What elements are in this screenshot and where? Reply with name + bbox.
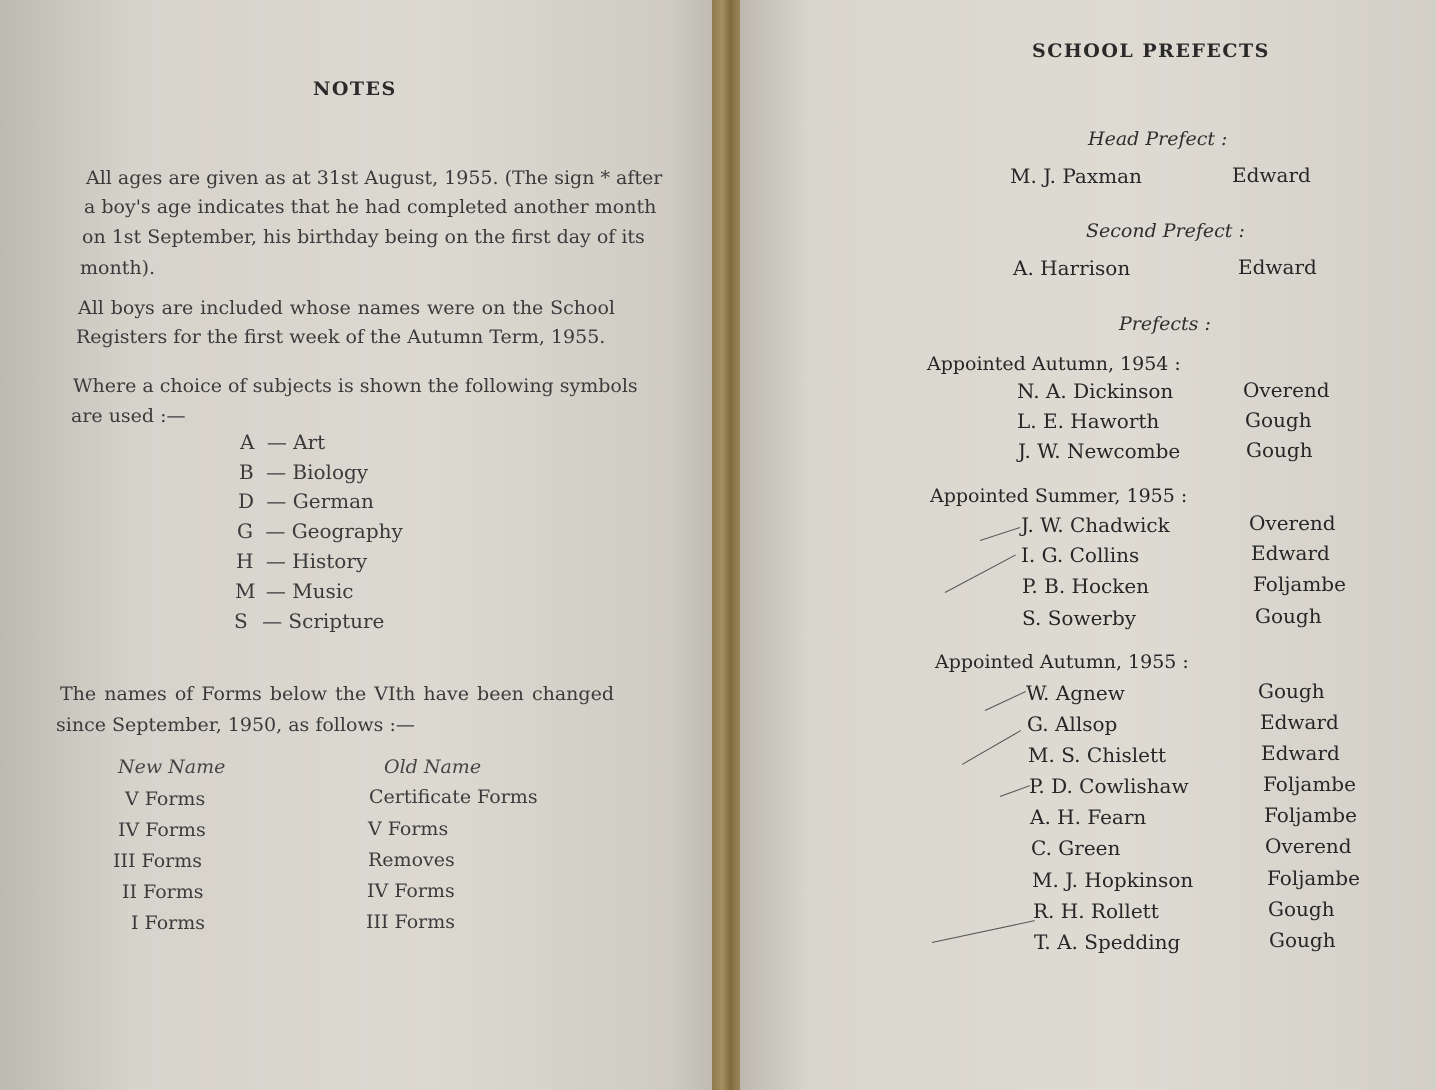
- paragraph-line: are used :—: [71, 405, 186, 427]
- table-cell-old: V Forms: [368, 818, 449, 840]
- prefect-house: Foljambe: [1253, 572, 1346, 596]
- prefect-name: L. E. Haworth: [1017, 409, 1160, 433]
- prefect-name: T. A. Spedding: [1034, 930, 1181, 954]
- new-name-header: New Name: [118, 756, 226, 778]
- group-label: Appointed Summer, 1955 :: [930, 485, 1188, 507]
- pencil-mark: [932, 920, 1035, 943]
- symbol-subject: — Music: [265, 579, 354, 603]
- table-cell-old: III Forms: [366, 911, 455, 933]
- symbol-item: [234, 609, 384, 633]
- symbol-subject: — Biology: [266, 460, 369, 484]
- table-cell-new: III Forms: [113, 850, 202, 872]
- symbol-subject: — Scripture: [262, 609, 385, 633]
- symbol-code: A: [240, 430, 255, 454]
- paragraph-line: Registers for the first week of the Autumn Term, 1955.: [76, 326, 606, 348]
- prefect-name: C. Green: [1031, 836, 1121, 860]
- prefect-house: Foljambe: [1267, 866, 1360, 890]
- prefect-house: Foljambe: [1263, 772, 1356, 796]
- symbol-code: H: [236, 549, 254, 573]
- symbol-subject: — Geography: [265, 519, 403, 543]
- head-prefect-label: Head Prefect :: [1088, 128, 1228, 150]
- paragraph-line: The names of Forms below the VIth have been changed: [60, 683, 614, 705]
- prefect-house: Overend: [1243, 378, 1330, 402]
- prefect-name: I. G. Collins: [1021, 543, 1140, 567]
- table-cell-old: Removes: [368, 849, 455, 871]
- paragraph-line: a boy's age indicates that he had completed another month: [84, 196, 657, 218]
- symbol-subject: — History: [265, 549, 368, 573]
- paragraph-line: month).: [80, 257, 156, 279]
- prefect-name: A. H. Fearn: [1030, 805, 1147, 829]
- paragraph-line: All boys are included whose names were on the School: [78, 297, 615, 319]
- table-cell-new: II Forms: [122, 881, 204, 903]
- group-label: Appointed Autumn, 1955 :: [935, 651, 1189, 673]
- prefect-house: Gough: [1255, 604, 1322, 628]
- table-cell-old: IV Forms: [367, 880, 455, 902]
- prefect-house: Gough: [1269, 928, 1336, 952]
- prefect-house: Edward: [1261, 741, 1340, 765]
- table-cell-old: Certificate Forms: [369, 786, 538, 808]
- prefect-house: Foljambe: [1264, 803, 1357, 827]
- prefects-label: Prefects :: [1119, 313, 1211, 335]
- paragraph-line: All ages are given as at 31st August, 1955. (The sign * after: [86, 167, 663, 189]
- right-page: [740, 0, 1436, 1090]
- pencil-mark: [985, 691, 1026, 711]
- paragraph-line: Where a choice of subjects is shown the following symbols: [73, 375, 638, 397]
- prefect-house: Overend: [1265, 834, 1352, 858]
- prefect-name: R. H. Rollett: [1033, 899, 1159, 923]
- old-name-header: Old Name: [384, 756, 482, 778]
- pencil-mark: [1000, 785, 1030, 797]
- symbol-code: D: [238, 489, 255, 513]
- group-label: Appointed Autumn, 1954 :: [927, 353, 1181, 375]
- head-prefect-name: M. J. Paxman: [1010, 164, 1142, 188]
- pencil-mark: [962, 730, 1021, 765]
- head-prefect-house: Edward: [1232, 163, 1311, 187]
- symbol-subject: — Art: [266, 430, 326, 454]
- second-prefect-name: A. Harrison: [1013, 256, 1131, 280]
- symbol-item: [238, 489, 374, 513]
- pencil-mark: [980, 527, 1020, 541]
- table-cell-new: I Forms: [131, 912, 205, 934]
- symbol-item: [235, 579, 353, 603]
- prefect-name: P. D. Cowlishaw: [1029, 774, 1189, 798]
- second-prefect-label: Second Prefect :: [1086, 220, 1245, 242]
- prefect-house: Gough: [1268, 897, 1335, 921]
- prefect-name: J. W. Chadwick: [1021, 513, 1170, 537]
- symbol-item: [236, 549, 367, 573]
- school-prefects-title: SCHOOL PREFECTS: [1032, 40, 1270, 62]
- prefect-house: Gough: [1246, 438, 1313, 462]
- prefect-house: Overend: [1249, 511, 1336, 535]
- prefect-name: W. Agnew: [1026, 681, 1125, 705]
- symbol-item: [240, 430, 325, 454]
- prefect-name: M. J. Hopkinson: [1032, 868, 1194, 892]
- pencil-mark: [945, 555, 1016, 593]
- prefect-house: Gough: [1258, 679, 1325, 703]
- symbol-item: [237, 519, 403, 543]
- table-cell-new: V Forms: [125, 788, 206, 810]
- second-prefect-house: Edward: [1238, 255, 1317, 279]
- prefect-name: P. B. Hocken: [1022, 574, 1150, 598]
- paragraph-line: since September, 1950, as follows :—: [56, 714, 415, 736]
- prefect-house: Edward: [1260, 710, 1339, 734]
- symbol-subject: — German: [266, 489, 374, 513]
- prefect-name: J. W. Newcombe: [1018, 439, 1181, 463]
- prefect-name: G. Allsop: [1027, 712, 1118, 736]
- prefect-name: M. S. Chislett: [1028, 743, 1167, 767]
- paragraph-line: on 1st September, his birthday being on the first day of its: [82, 226, 645, 248]
- table-cell-new: IV Forms: [118, 819, 206, 841]
- symbol-item: [239, 460, 368, 484]
- prefect-name: N. A. Dickinson: [1017, 379, 1174, 403]
- prefect-house: Gough: [1245, 408, 1312, 432]
- symbol-code: G: [237, 519, 253, 543]
- symbol-code: S: [234, 609, 248, 633]
- notes-title: NOTES: [313, 78, 397, 100]
- symbol-code: M: [235, 579, 256, 603]
- prefect-house: Edward: [1251, 541, 1330, 565]
- prefect-name: S. Sowerby: [1022, 606, 1137, 630]
- symbol-code: B: [239, 460, 254, 484]
